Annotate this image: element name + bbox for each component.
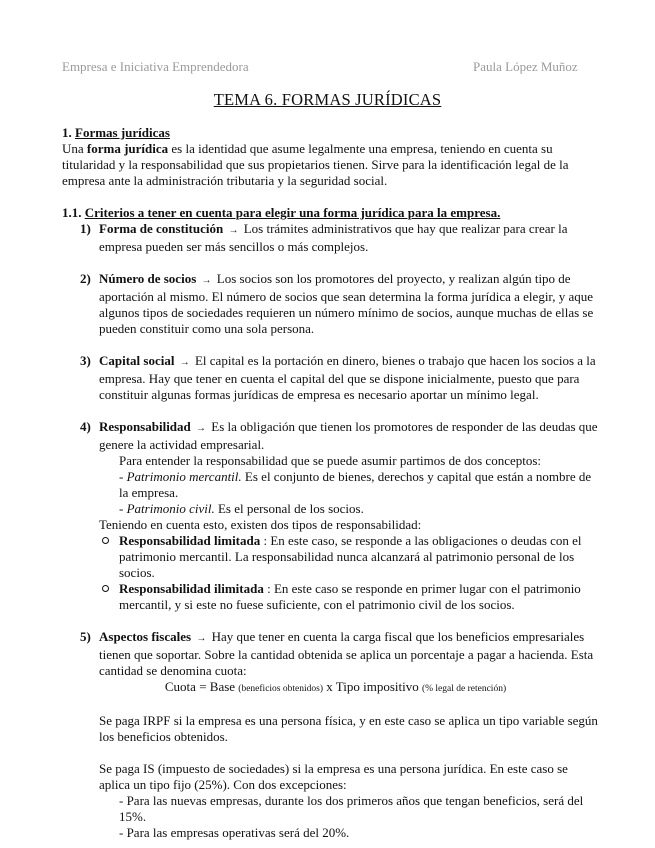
arrow-icon: → [228, 225, 239, 236]
bullet-unlimited: Responsabilidad ilimitada : En este caso se responde en primer lugar con el patrimonio mercantil, y si este no fuese suficiente, con el patrimonio civil de los socios. [99, 581, 602, 613]
is-exceptions [99, 793, 602, 841]
arrow-icon: → [201, 275, 212, 286]
tax-formula: Cuota = Base (beneficios obtenidos) x Tipo impositivo (% legal de retención) [164, 679, 507, 694]
arrow-icon: → [196, 423, 207, 434]
responsibility-concepts [99, 453, 602, 517]
circle-bullet-icon [102, 585, 109, 592]
exception-item: - Para las empresas operativas será del 20%. [119, 825, 350, 840]
criterion-item: 2) Número de socios → Los socios son los promotores del proyecto, y realizan algún tipo de aportación al mismo. El número de socios que sean determina la forma jurídica a elegir, y aque algunos tipos de sociedades requieren un número mínimo de socios, aunque muchas de ellas se pueden constituir como una sola persona. [80, 271, 594, 336]
types-intro: Teniendo en cuenta esto, existen dos tipos de responsabilidad: [99, 517, 422, 532]
header-subject: Empresa e Iniciativa Emprendedora [62, 59, 249, 74]
concepts-intro: Para entender la responsabilidad que se puede asumir partimos de dos conceptos: [119, 453, 542, 468]
criterion-item: 3) Capital social → El capital es la portación en dinero, bienes o trabajo que hacen los socios a la empresa. Hay que tener en cuenta el capital del que se dispone inicialmente, puesto que para constituir algunas formas jurídicas de empresa es necesario aportar un mínimo legal. [80, 353, 596, 402]
criterion-item: 1) Forma de constitución → Los trámites administrativos que hay que realizar para crear la empresa pueden ser más sencillos o más complejos. [80, 221, 568, 254]
criterion-item: 4) Responsabilidad → Es la obligación que tienen los promotores de responder de las deudas que genere la actividad empresarial. Para entender la responsabilidad que se puede asumir partimos de dos conceptos: - Patrimonio mercantil. Es el conjunto de bienes, derechos y capital que están a nombre de la empresa. - Patrimonio civil. Es el personal de los socios. Teniendo en cuenta esto, existen dos tipos de responsabilidad: Responsabilidad limitada : En este caso, se responde a las obligaciones o deudas con el patrimonio mercantil. La responsabilidad nunca alcanzará al patrimonio personal de los socios. Responsabilidad ilimitada : En este caso se responde en primer lugar con el patrimonio mercantil, y si este no fuese suficiente, con el patrimonio civil de los socios. [62, 419, 602, 613]
arrow-icon: → [179, 357, 190, 368]
document-body [62, 125, 602, 841]
criterion-item: 5) Aspectos fiscales → Hay que tener en cuenta la carga fiscal que los beneficios empresariales tienen que soportar. Sobre la cantidad obtenida se aplica un porcentaje a pagar a hacienda. Esta cantidad se denomina cuota: Cuota = Base (beneficios obtenidos) x Tipo impositivo (% legal de retención) Se paga IRPF si la empresa es una persona física, y en este caso se aplica un tipo variable según los beneficios obtenidos. Se paga IS (impuesto de sociedades) si la empresa es una persona jurídica. En este caso se aplica un tipo fijo (25%). Con dos excepciones: - Para las nuevas empresas, durante los dos primeros años que tengan beneficios, será del 15%. - Para las empresas operativas será del 20%. [62, 629, 602, 841]
section-1-1-heading: 1.1. Criterios a tener en cuenta para elegir una forma jurídica para la empresa. [62, 205, 501, 220]
arrow-icon: → [196, 633, 207, 644]
section-1-heading: 1. Formas jurídicas [62, 125, 170, 140]
bullet-limited: Responsabilidad limitada : En este caso, se responde a las obligaciones o deudas con el patrimonio mercantil. La responsabilidad nunca alcanzará al patrimonio personal de los socios. [99, 533, 602, 581]
exception-item: - Para las nuevas empresas, durante los dos primeros años que tengan beneficios, será del 15%. [119, 793, 584, 824]
header-author: Paula López Muñoz [473, 59, 578, 74]
page-title: TEMA 6. FORMAS JURÍDICAS [213, 90, 442, 109]
concept-patrimonio-civil: - Patrimonio civil. Es el personal de los socios. [119, 501, 364, 516]
is-paragraph: Se paga IS (impuesto de sociedades) si la empresa es una persona jurídica. En este caso se aplica un tipo fijo (25%). Con dos excepciones: [99, 761, 568, 792]
irpf-paragraph: Se paga IRPF si la empresa es una persona física, y en este caso se aplica un tipo variable según los beneficios obtenidos. [99, 713, 598, 744]
section-1-paragraph: Una forma jurídica es la identidad que asume legalmente una empresa, teniendo en cuenta su titularidad y la responsabilidad que sus propietarios tienen. Sirve para la identificación legal de la empresa ante la administración tributaria y la seguridad social. [62, 141, 569, 188]
concept-patrimonio-mercantil: - Patrimonio mercantil. Es el conjunto de bienes, derechos y capital que están a nombre de la empresa. [119, 469, 592, 500]
circle-bullet-icon [102, 537, 109, 544]
